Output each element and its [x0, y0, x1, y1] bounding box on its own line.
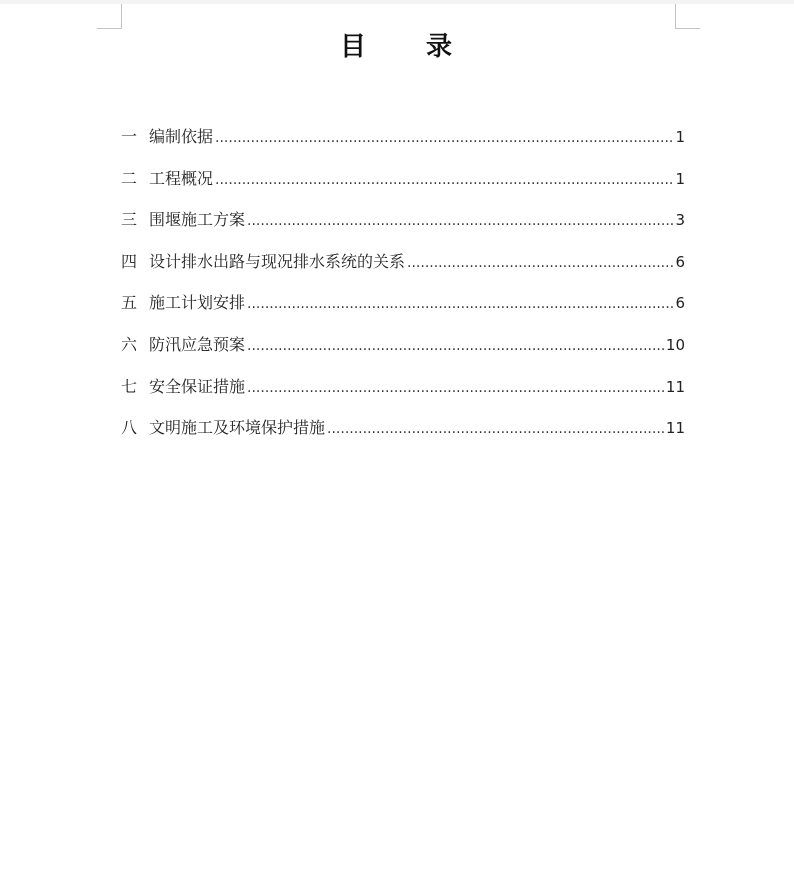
toc-entry-page: 3	[675, 211, 685, 230]
toc-entry-number: 七	[121, 376, 138, 396]
toc-entry-page: 11	[665, 419, 685, 438]
crop-mark-top-left	[97, 4, 122, 29]
crop-mark-top-right	[675, 4, 700, 29]
toc-entry[interactable]	[121, 122, 685, 164]
toc-dot-leader	[327, 414, 664, 444]
toc-title-char: 录	[426, 32, 455, 62]
toc-entry-page: 1	[675, 169, 685, 188]
toc-entry-title: 施工计划安排	[149, 293, 246, 313]
toc-entry-page: 6	[675, 252, 685, 271]
toc-entry-page: 11	[665, 377, 685, 396]
toc-entry-page: 1	[675, 128, 685, 146]
toc-entry-number: 三	[121, 210, 138, 230]
toc-entry[interactable]	[121, 205, 685, 247]
toc-dot-leader	[247, 331, 664, 361]
toc-dot-leader	[407, 248, 673, 278]
toc-entry[interactable]	[121, 330, 685, 372]
toc-dot-leader	[247, 206, 673, 236]
toc-entry-title: 设计排水出路与现况排水系统的关系	[149, 251, 406, 271]
toc-title-char: 目	[339, 32, 368, 62]
toc-entry-title: 围堰施工方案	[149, 210, 246, 230]
toc-entry-title: 编制依据	[149, 127, 214, 146]
toc-dot-leader	[215, 123, 673, 153]
toc-title	[0, 27, 794, 67]
toc-entry-number: 一	[121, 127, 138, 146]
toc-entry-title: 文明施工及环境保护措施	[149, 418, 326, 438]
toc-entry[interactable]	[121, 288, 685, 330]
toc-dot-leader	[247, 373, 664, 403]
toc-entry-number: 五	[121, 293, 138, 313]
toc-entry-page: 10	[665, 335, 685, 354]
table-of-contents	[121, 122, 685, 455]
toc-entry-number: 八	[121, 418, 138, 438]
toc-entry-page: 6	[675, 294, 685, 313]
toc-dot-leader	[247, 289, 673, 319]
toc-entry-number: 二	[121, 168, 138, 188]
toc-entry-title: 防汛应急预案	[149, 334, 246, 354]
toc-dot-leader	[215, 165, 673, 195]
toc-entry-title: 工程概况	[149, 168, 214, 188]
toc-entry[interactable]	[121, 164, 685, 206]
toc-entry-number: 四	[121, 251, 138, 271]
toc-entry-number: 六	[121, 334, 138, 354]
toc-entry[interactable]	[121, 247, 685, 289]
toc-entry[interactable]	[121, 413, 685, 455]
toc-entry[interactable]	[121, 372, 685, 414]
toc-entry-title: 安全保证措施	[149, 376, 246, 396]
